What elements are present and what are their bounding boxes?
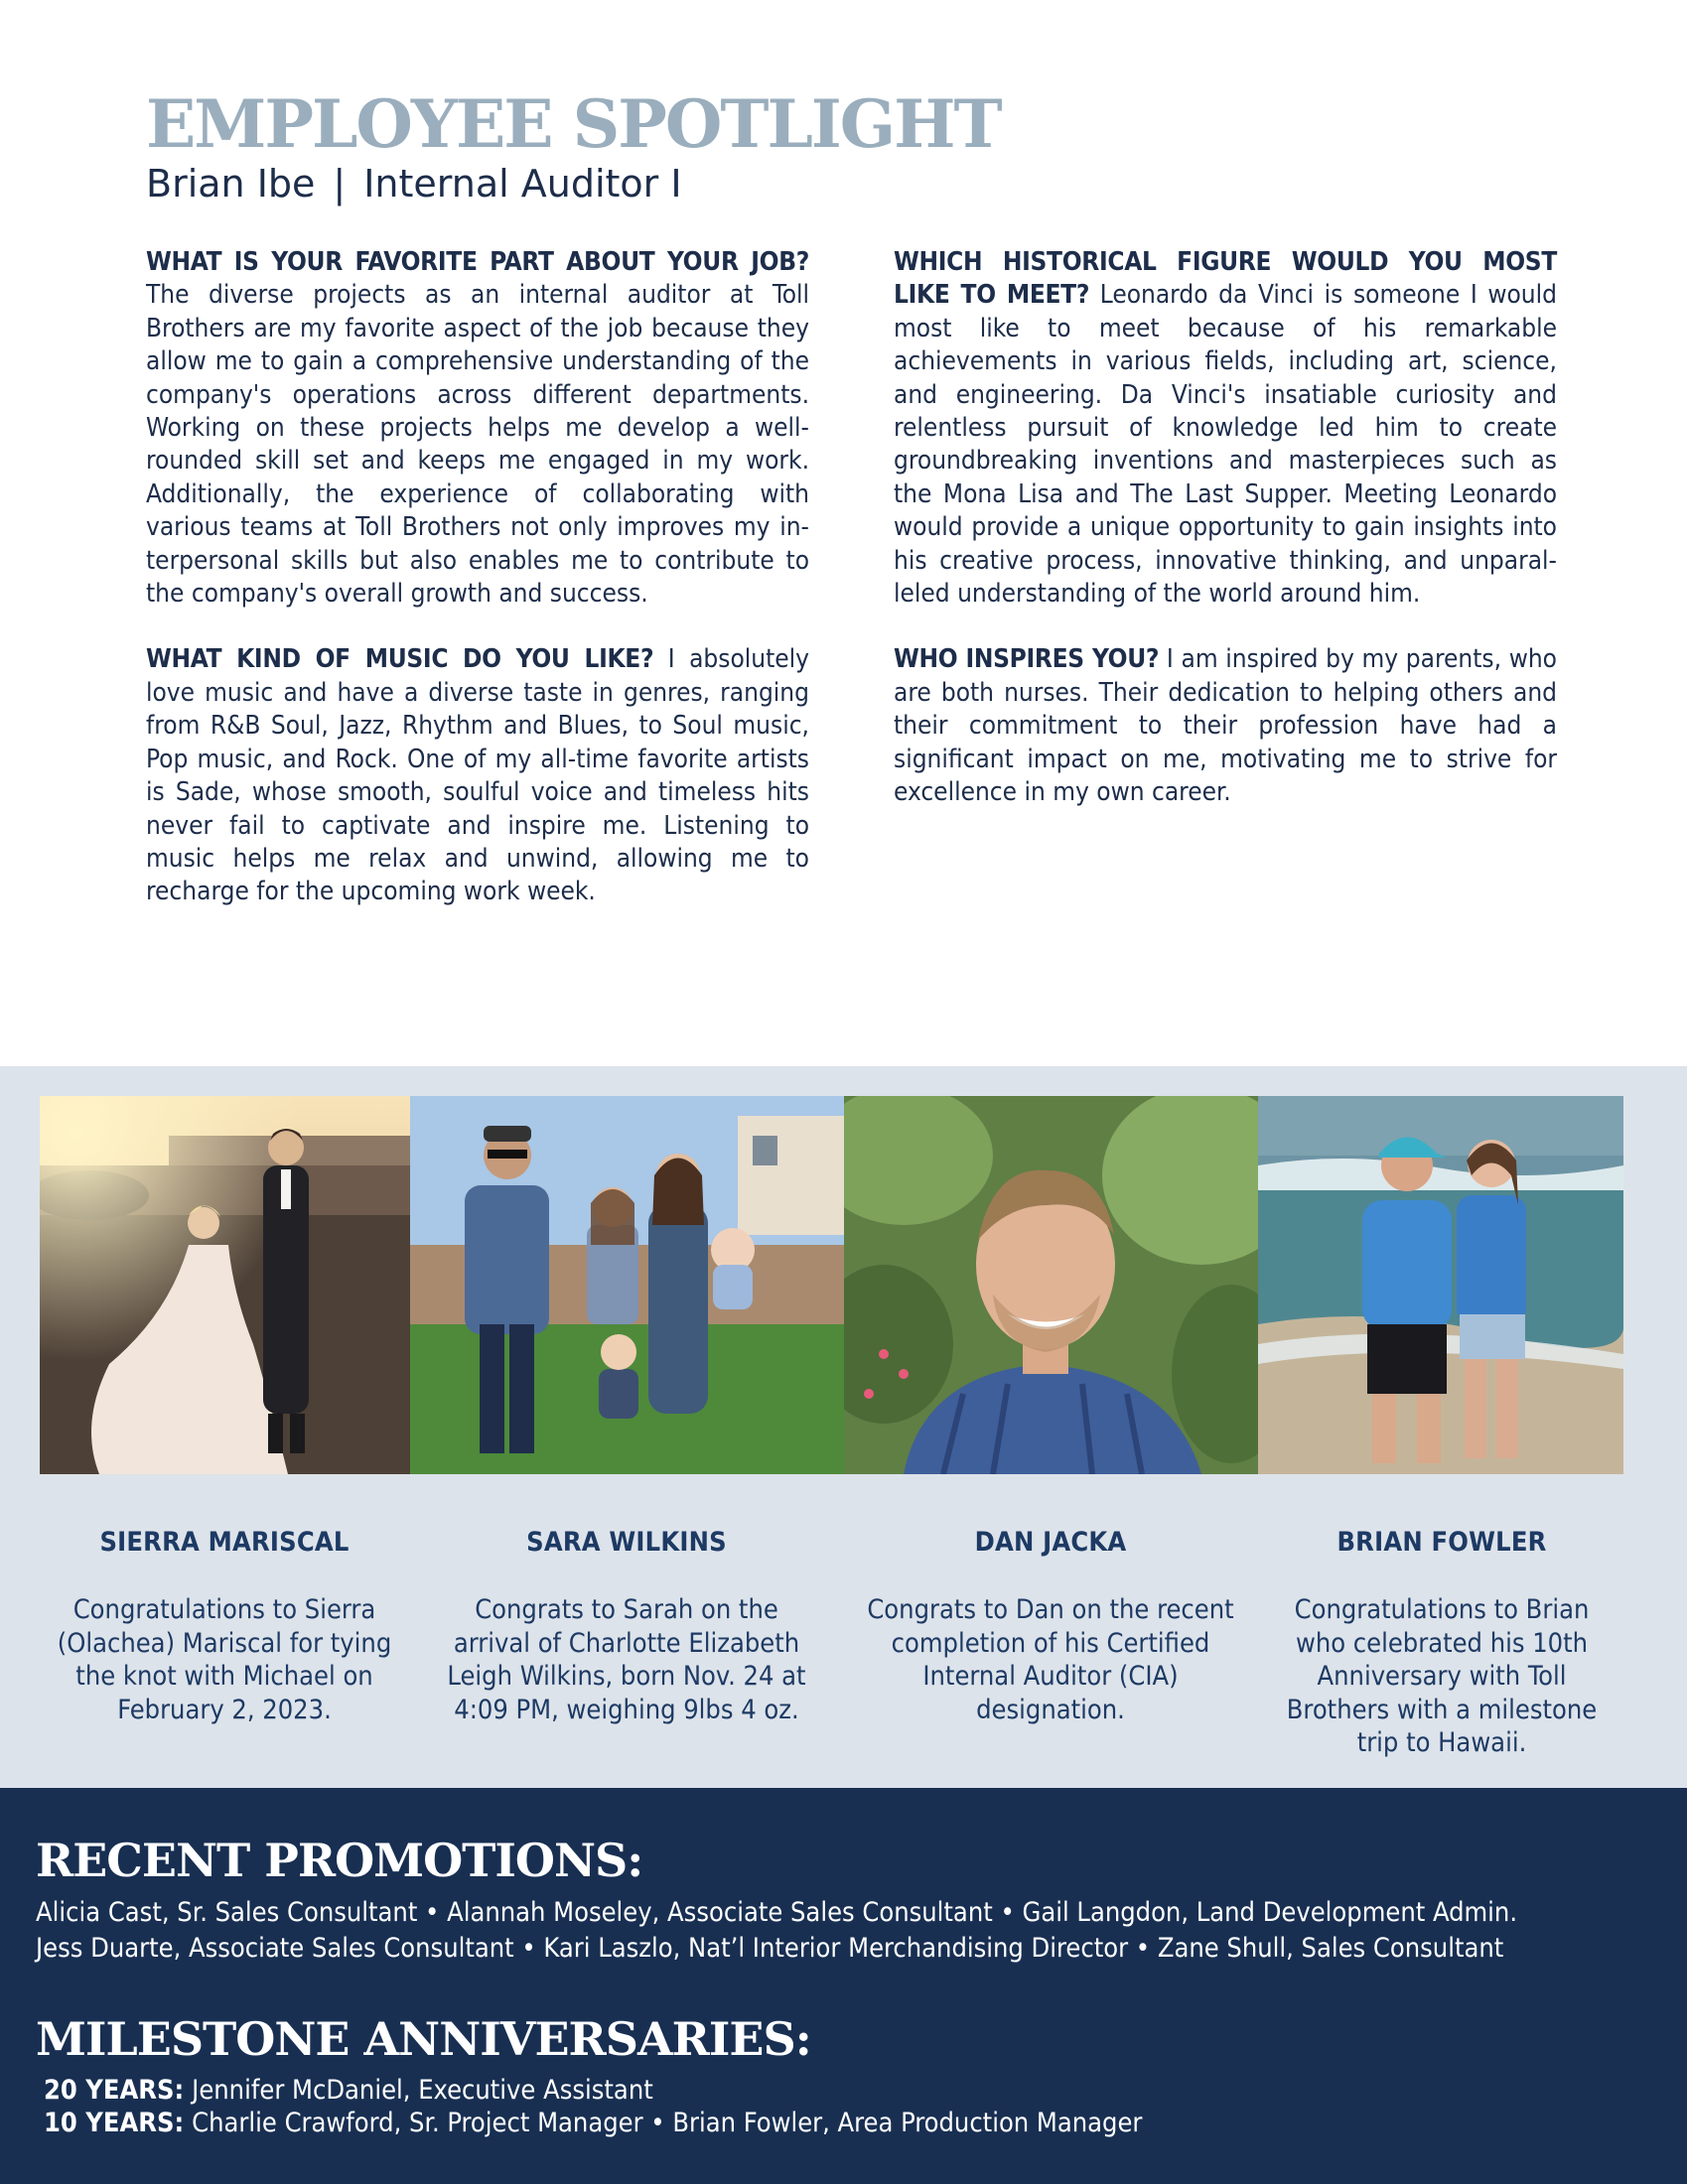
qa-question: WHICH HISTORICAL FIGURE WOULD YOU MOST LIKE TO MEET? [894, 247, 1557, 311]
qa-column-left [146, 246, 809, 942]
employee-subtitle [146, 162, 682, 205]
promotions-line: Alicia Cast, Sr. Sales Consultant • Alannah Moseley, Associate Sales Consultant • Gail Langdon, Land Development Admin. [36, 1897, 1518, 1928]
spotlight-card [1263, 1527, 1620, 1760]
family-photo [410, 1096, 844, 1474]
spotlight-card [427, 1527, 826, 1726]
spotlight-name: DAN JACKA [974, 1527, 1127, 1558]
qa-answer: I absolutely love music and have a diverse taste in genres, ranging from R&B Soul, Jazz, Rhythm and Blues, to Soul music, Pop music, and Rock. One of my all-time favorite artists is Sade, whose smooth, soulful voice and timeless hits never fail to captivate and inspire me. Listening to music helps me relax and unwind, allowing me to recharge for the upcoming work week. [146, 644, 809, 907]
spotlight-description: Congratulations to Brian who celebrated his 10th Anniversary with Toll Brothers with a milestone trip to Hawaii. [1286, 1594, 1598, 1758]
anniversary-label: 10 YEARS: [44, 2108, 185, 2138]
anniversary-row [44, 2075, 653, 2106]
qa-question: WHO INSPIRES YOU? [894, 644, 1160, 675]
wedding-photo [40, 1096, 410, 1474]
spotlight-description: Congratulations to Sierra (Olachea) Mariscal for tying the knot with Michael on February 2, 2023. [57, 1594, 392, 1725]
spotlight-name: SARA WILKINS [526, 1527, 727, 1558]
employee-role: Internal Auditor I [363, 162, 682, 205]
subtitle-separator: | [333, 162, 347, 205]
spotlight-name: BRIAN FOWLER [1336, 1527, 1547, 1558]
anniversary-names: Charlie Crawford, Sr. Project Manager • Brian Fowler, Area Production Manager [192, 2108, 1143, 2138]
employee-name: Brian Ibe [146, 162, 316, 205]
portrait-photo [844, 1096, 1258, 1474]
footer-panel [0, 1788, 1687, 2184]
qa-answer: Leonardo da Vinci is someone I would most like to meet because of his remarkable achievements in various fields, including art, science, and engineering. Da Vinci's insatiable curiosity and relentless pursuit of knowledge led him to create groundbreaking inventions and masterpieces such as the Mona Lisa and The Last Supper. Meeting Leonardo would provide a unique opportunity to gain insights into his creative process, innovative thinking, and unparalleled understanding of the world around him. [894, 280, 1557, 610]
spotlight-card [852, 1527, 1249, 1726]
spotlight-description: Congrats to Sarah on the arrival of Charlotte Elizabeth Leigh Wilkins, born Nov. 24 at 4:09 PM, weighing 9lbs 4 oz. [447, 1594, 806, 1725]
qa-item [894, 643, 1557, 809]
qa-item [894, 246, 1557, 611]
qa-answer: The diverse projects as an internal auditor at Toll Brothers are my favorite aspect of the job because they allow me to gain a comprehensive understanding of the company's operations across different departments. Working on these projects helps me develop a well-rounded skill set and keeps me engaged in my work. Additionally, the experience of collaborating with various teams at Toll Brothers not only improves my interpersonal skills but also enables me to contribute to the company's overall growth and success. [146, 280, 809, 610]
anniversary-label: 20 YEARS: [44, 2075, 185, 2106]
qa-item [146, 246, 809, 611]
promotions-title: RECENT PROMOTIONS: [36, 1834, 643, 1887]
anniversaries-title: MILESTONE ANNIVERSARIES: [36, 2012, 811, 2066]
qa-item [146, 643, 809, 908]
page-title: EMPLOYEE SPOTLIGHT [146, 85, 1001, 163]
promotions-line: Jess Duarte, Associate Sales Consultant • Kari Laszlo, Nat’l Interior Merchandising Director • Zane Shull, Sales Consultant [36, 1933, 1504, 1964]
qa-question: WHAT IS YOUR FAVORITE PART ABOUT YOUR JOB? [146, 247, 809, 277]
qa-answer: I am inspired by my parents, who are both nurses. Their dedication to helping others and their commitment to their profession have had a significant impact on me, motivating me to strive for excellence in my own career. [894, 644, 1557, 808]
qa-column-right [894, 246, 1557, 843]
qa-question: WHAT KIND OF MUSIC DO YOU LIKE? [146, 644, 654, 675]
spotlight-card [30, 1527, 419, 1726]
spotlight-name: SIERRA MARISCAL [99, 1527, 350, 1558]
anniversary-names: Jennifer McDaniel, Executive Assistant [192, 2075, 653, 2106]
beach-photo [1258, 1096, 1623, 1474]
anniversary-row [44, 2108, 1142, 2138]
spotlight-description: Congrats to Dan on the recent completion of his Certified Internal Auditor (CIA) designation. [867, 1594, 1234, 1725]
